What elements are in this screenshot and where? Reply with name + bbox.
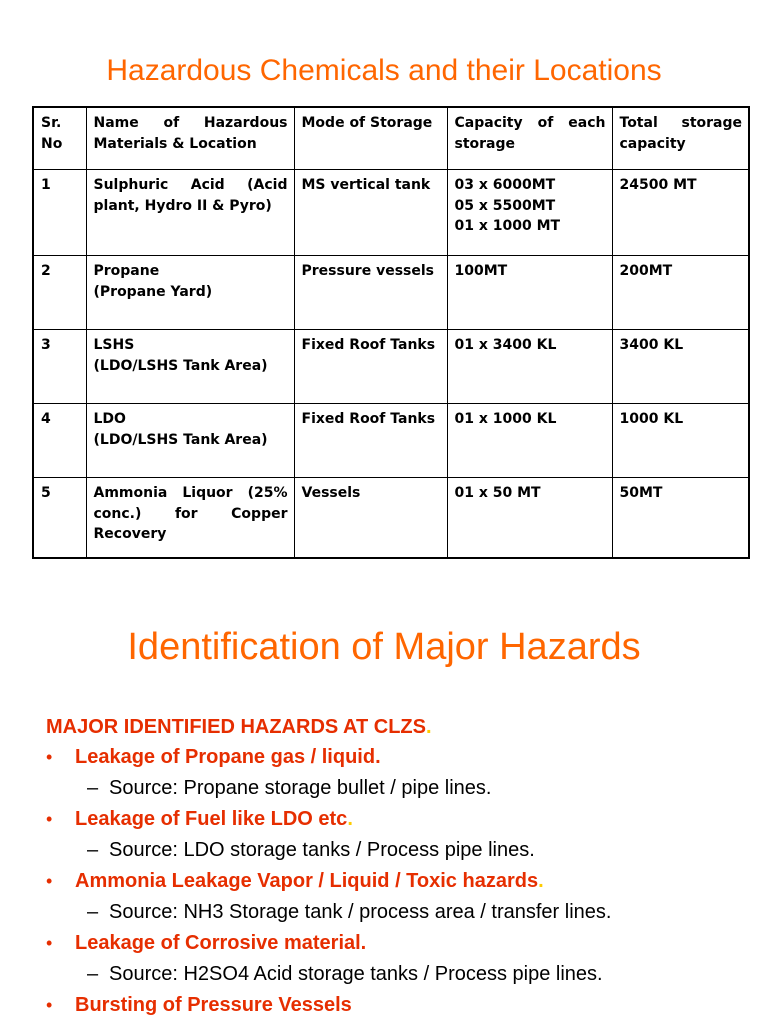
table-header-row: [33, 107, 749, 170]
hazard-item-dot: .: [347, 808, 353, 830]
bullet-icon: •: [46, 871, 53, 891]
header-sr-no: Sr. No: [33, 107, 86, 170]
dash-icon: –: [87, 963, 99, 985]
hazard-item-label: [75, 990, 352, 1021]
hazard-item-text: Bursting of Pressure Vessels: [75, 994, 352, 1016]
hazard-item-label: [75, 866, 544, 897]
dash-icon: –: [87, 839, 99, 861]
hazard-item-text: Leakage of Fuel like LDO etc: [75, 808, 348, 830]
hazard-item-text: Leakage of Corrosive material.: [75, 932, 367, 954]
hazard-source-text: Source: Propane storage bullet / pipe lines.: [109, 777, 492, 799]
cell-capacity: [447, 170, 612, 256]
cell-name: [86, 256, 294, 330]
hazard-item: [46, 990, 756, 1021]
header-capacity: Capacity of each storage: [447, 107, 612, 170]
name-line: LDO: [93, 411, 126, 427]
cell-name: [86, 404, 294, 478]
hazards-heading: [46, 712, 756, 742]
hazard-source: [46, 773, 756, 804]
hazard-source: [46, 835, 756, 866]
hazard-item: [46, 742, 756, 773]
cell-total: 24500 MT: [612, 170, 749, 256]
name-line: (Propane Yard): [93, 283, 213, 300]
cell-name: Ammonia Liquor (25% conc.) for Copper Recovery: [86, 478, 294, 559]
page-title-chemicals: Hazardous Chemicals and their Locations: [106, 54, 662, 87]
capacity-line: 03 x 6000MT: [454, 177, 556, 193]
cell-name: [86, 330, 294, 404]
page-title-hazards: Identification of Major Hazards: [127, 626, 641, 668]
capacity-line: 01 x 1000 MT: [454, 218, 561, 234]
cell-name: Sulphuric Acid (Acid plant, Hydro II & Pyro): [86, 170, 294, 256]
table-row: [33, 256, 749, 330]
hazards-heading-text: MAJOR IDENTIFIED HAZARDS AT CLZS: [46, 716, 426, 738]
capacity-line: 01 x 50 MT: [454, 485, 541, 501]
name-line: (LDO/LSHS Tank Area): [93, 431, 268, 448]
hazard-source: [46, 897, 756, 928]
table-row: [33, 330, 749, 404]
cell-capacity: [447, 478, 612, 559]
cell-mode: MS vertical tank: [294, 170, 447, 256]
cell-sr: 3: [33, 330, 86, 404]
dash-icon: –: [87, 777, 99, 799]
cell-mode: Fixed Roof Tanks: [294, 330, 447, 404]
cell-sr: 4: [33, 404, 86, 478]
cell-sr: 2: [33, 256, 86, 330]
hazard-item: [46, 804, 756, 835]
capacity-line: 100MT: [454, 263, 508, 279]
dash-icon: –: [87, 901, 99, 923]
header-total: Total storage capacity: [612, 107, 749, 170]
name-line: (LDO/LSHS Tank Area): [93, 357, 268, 374]
capacity-line: 01 x 3400 KL: [454, 337, 557, 353]
hazards-list: [46, 712, 756, 1021]
bullet-icon: •: [46, 933, 53, 953]
hazard-item-label: [75, 928, 366, 959]
hazards-heading-dot: .: [426, 716, 432, 738]
cell-total: 50MT: [612, 478, 749, 559]
hazard-source: [46, 959, 756, 990]
cell-capacity: [447, 404, 612, 478]
header-name: Name of Hazardous Materials & Location: [86, 107, 294, 170]
table-row: [33, 170, 749, 256]
cell-mode: Fixed Roof Tanks: [294, 404, 447, 478]
hazard-source-text: Source: LDO storage tanks / Process pipe lines.: [109, 839, 535, 861]
hazard-item-dot: .: [538, 870, 544, 892]
cell-total: 3400 KL: [612, 330, 749, 404]
hazard-item-label: [75, 742, 381, 773]
bullet-icon: •: [46, 747, 53, 767]
capacity-line: 05 x 5500MT: [454, 197, 556, 214]
table-row: [33, 404, 749, 478]
cell-total: 200MT: [612, 256, 749, 330]
bullet-icon: •: [46, 995, 53, 1015]
cell-total: 1000 KL: [612, 404, 749, 478]
cell-mode: Pressure vessels: [294, 256, 447, 330]
bullet-icon: •: [46, 809, 53, 829]
header-mode: Mode of Storage: [294, 107, 447, 170]
table-row: [33, 478, 749, 559]
cell-sr: 1: [33, 170, 86, 256]
name-line: LSHS: [93, 337, 135, 353]
hazard-item-text: Ammonia Leakage Vapor / Liquid / Toxic hazards: [75, 870, 539, 892]
cell-capacity: [447, 256, 612, 330]
hazard-item-label: [75, 804, 353, 835]
name-line: Propane: [93, 263, 160, 279]
cell-sr: 5: [33, 478, 86, 559]
hazard-item: [46, 866, 756, 897]
hazardous-chemicals-table: [32, 106, 750, 559]
capacity-line: 01 x 1000 KL: [454, 411, 557, 427]
hazard-source-text: Source: NH3 Storage tank / process area / transfer lines.: [109, 901, 612, 923]
cell-capacity: [447, 330, 612, 404]
hazard-item-text: Leakage of Propane gas / liquid.: [75, 746, 381, 768]
cell-mode: Vessels: [294, 478, 447, 559]
hazard-item: [46, 928, 756, 959]
hazard-source-text: Source: H2SO4 Acid storage tanks / Process pipe lines.: [109, 963, 603, 985]
